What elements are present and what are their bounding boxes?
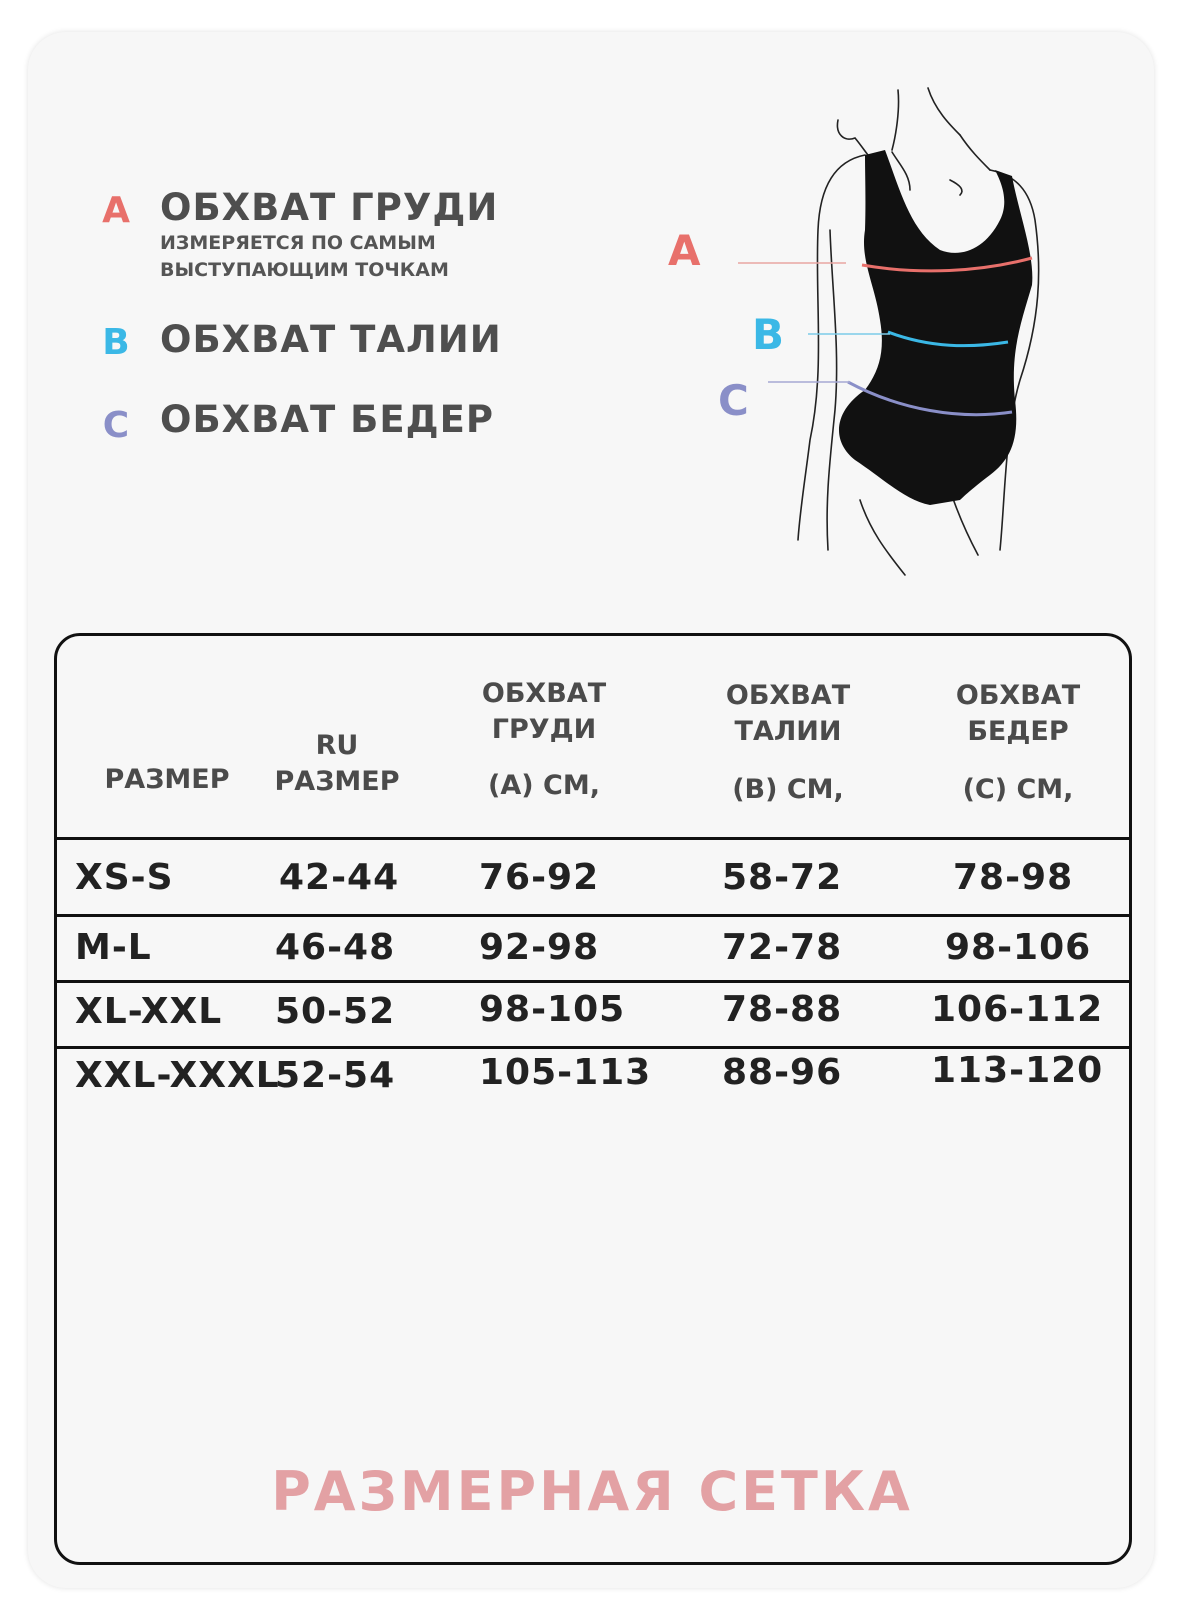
- cell-ru-size: 42-44: [279, 857, 400, 898]
- cell-size: XS-S: [75, 857, 174, 898]
- cell-chest: 76-92: [479, 857, 600, 898]
- cell-hips: 106-112: [931, 989, 1104, 1030]
- table-divider: [57, 1046, 1129, 1049]
- header-chest-line3: (А) СМ,: [488, 770, 600, 801]
- legend-letter-c: C: [102, 405, 130, 446]
- header-hips-line1: ОБХВАТ: [955, 680, 1081, 711]
- cell-waist: 72-78: [722, 927, 843, 968]
- header-waist: [713, 678, 863, 808]
- legend-sub-line2: ВЫСТУПАЮЩИМ ТОЧКАМ: [160, 259, 449, 281]
- table-divider: [57, 914, 1129, 917]
- header-chest-line1: ОБХВАТ: [481, 678, 607, 709]
- body-figure-illustration: [660, 80, 1080, 600]
- legend-letter-a: A: [102, 190, 130, 231]
- cell-ru-size: 52-54: [275, 1055, 396, 1096]
- header-size-line1: РАЗМЕР: [104, 764, 230, 795]
- legend-letter-b: B: [102, 322, 130, 363]
- figure-label-c: C: [718, 376, 749, 425]
- legend-title-waist: ОБХВАТ ТАЛИИ: [160, 318, 502, 361]
- legend-title-chest: ОБХВАТ ГРУДИ: [160, 186, 499, 229]
- table-divider: [57, 837, 1129, 840]
- header-size: [97, 762, 237, 798]
- cell-ru-size: 50-52: [275, 991, 396, 1032]
- header-waist-line1: ОБХВАТ: [725, 680, 851, 711]
- header-ru-line1: RU: [315, 730, 359, 761]
- cell-size: M-L: [75, 927, 152, 968]
- header-chest: [469, 676, 619, 804]
- figure-label-b: B: [752, 310, 785, 359]
- cell-hips: 113-120: [931, 1050, 1104, 1091]
- cell-size: XL-XXL: [75, 991, 223, 1032]
- header-ru-size: [267, 728, 407, 800]
- cell-hips: 98-106: [945, 927, 1092, 968]
- header-hips-line3: (С) СМ,: [962, 774, 1074, 805]
- size-chart-title: РАЗМЕРНАЯ СЕТКА: [271, 1460, 913, 1523]
- header-waist-line2: ТАЛИИ: [734, 716, 842, 747]
- legend-title-hips: ОБХВАТ БЕДЕР: [160, 398, 494, 441]
- cell-chest: 105-113: [479, 1052, 652, 1093]
- figure-label-a: A: [668, 226, 701, 275]
- header-hips-line2: БЕДЕР: [967, 716, 1069, 747]
- header-chest-line2: ГРУДИ: [491, 714, 597, 745]
- cell-waist: 58-72: [722, 857, 843, 898]
- header-ru-line2: РАЗМЕР: [274, 766, 400, 797]
- header-waist-line3: (В) СМ,: [732, 774, 844, 805]
- cell-waist: 88-96: [722, 1052, 843, 1093]
- cell-ru-size: 46-48: [275, 927, 396, 968]
- table-divider: [57, 980, 1129, 983]
- cell-waist: 78-88: [722, 989, 843, 1030]
- cell-hips: 78-98: [953, 857, 1074, 898]
- size-table: [54, 633, 1132, 1565]
- cell-chest: 92-98: [479, 927, 600, 968]
- legend-sub-line1: ИЗМЕРЯЕТСЯ ПО САМЫМ: [160, 232, 436, 254]
- cell-chest: 98-105: [479, 989, 626, 1030]
- swimsuit-shape: [839, 150, 1032, 505]
- header-hips: [943, 678, 1093, 808]
- cell-size: XXL-XXXL: [75, 1055, 280, 1096]
